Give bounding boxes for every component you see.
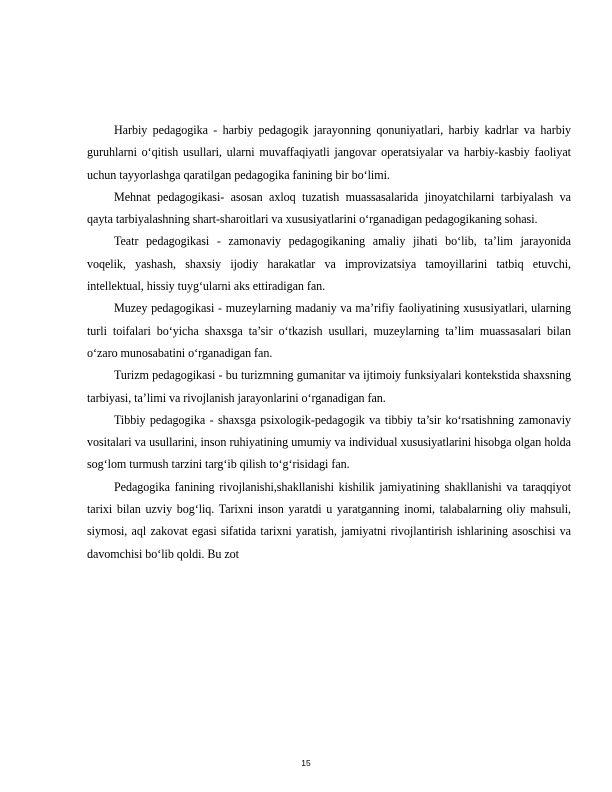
paragraph-medical-pedagogy: Tibbiy pedagogika - shaxsga psixologik-pedagogik va tibbiy ta’sir ko‘rsatishning zamonaviy vositalari va usullarini, inson ruhiyatining umumiy va individual xususiyatlarini hisobga olgan holda sog‘lom turmush tarzini targ‘ib qilish to‘g‘risidagi fan.: [87, 412, 571, 472]
paragraph-museum-pedagogy: Muzey pedagogikasi - muzeylarning madaniy va ma’rifiy faoliyatining xususiyatlari, ularning turli toifalari bo‘yicha shaxsga ta’sir o‘tkazish usullari, muzeylarning ta’lim muassasalari bilan o‘zaro munosabatini o‘rganadigan fan.: [87, 301, 571, 360]
paragraph-tourism-pedagogy: Turizm pedagogikasi - bu turizmning gumanitar va ijtimoiy funksiyalari kontekstida shaxsning tarbiyasi, ta’limi va rivojlanish jarayonlarini o‘rganadigan fan.: [87, 368, 571, 405]
paragraph-labor-pedagogy: Mehnat pedagogikasi- asosan axloq tuzatish muassasalarida jinoyatchilarni tarbiyalash va qayta tarbiyalashning shart-sharoitlari va xususiyatlarini o‘rganadigan pedagogikaning sohasi.: [87, 189, 571, 227]
paragraph-theatre-pedagogy: Teatr pedagogikasi - zamonaviy pedagogikaning amaliy jihati bo‘lib, ta’lim jarayonida voqelik, yashash, shaxsiy ijodiy harakatlar va improvizatsiya tamoyillarini tatbiq etuvchi, intellektual, hissiy tuyg‘ularni aks ettiradigan fan.: [87, 234, 571, 294]
document-body: [87, 119, 571, 565]
page-number: 15: [301, 758, 311, 768]
paragraph-military-pedagogy: Harbiy pedagogika - harbiy pedagogik jarayonning qonuniyatlari, harbiy kadrlar va harbiy guruhlarni o‘qitish usullari, ularni muvaffaqiyatli jangovar operatsiyalar va harbiy-kasbiy faoliyat uchun tayyorlashga qaratilgan pedagogika fanining bir bo‘limi.: [87, 123, 571, 182]
paragraph-pedagogy-history: Pedagogika fanining rivojlanishi,shakllanishi kishilik jamiyatining shakllanishi va taraqqiyot tarixi bilan uzviy bog‘liq. Tarixni inson yaratdi u yaratganning inomi, talabalarning oliy mahsuli, siymosi, aql zakovat egasi sifatida tarixni yaratish, jamiyatni rivojlantirish ishlarining asoschisi va davomchisi bo‘lib qoldi. Bu zot: [87, 479, 571, 561]
